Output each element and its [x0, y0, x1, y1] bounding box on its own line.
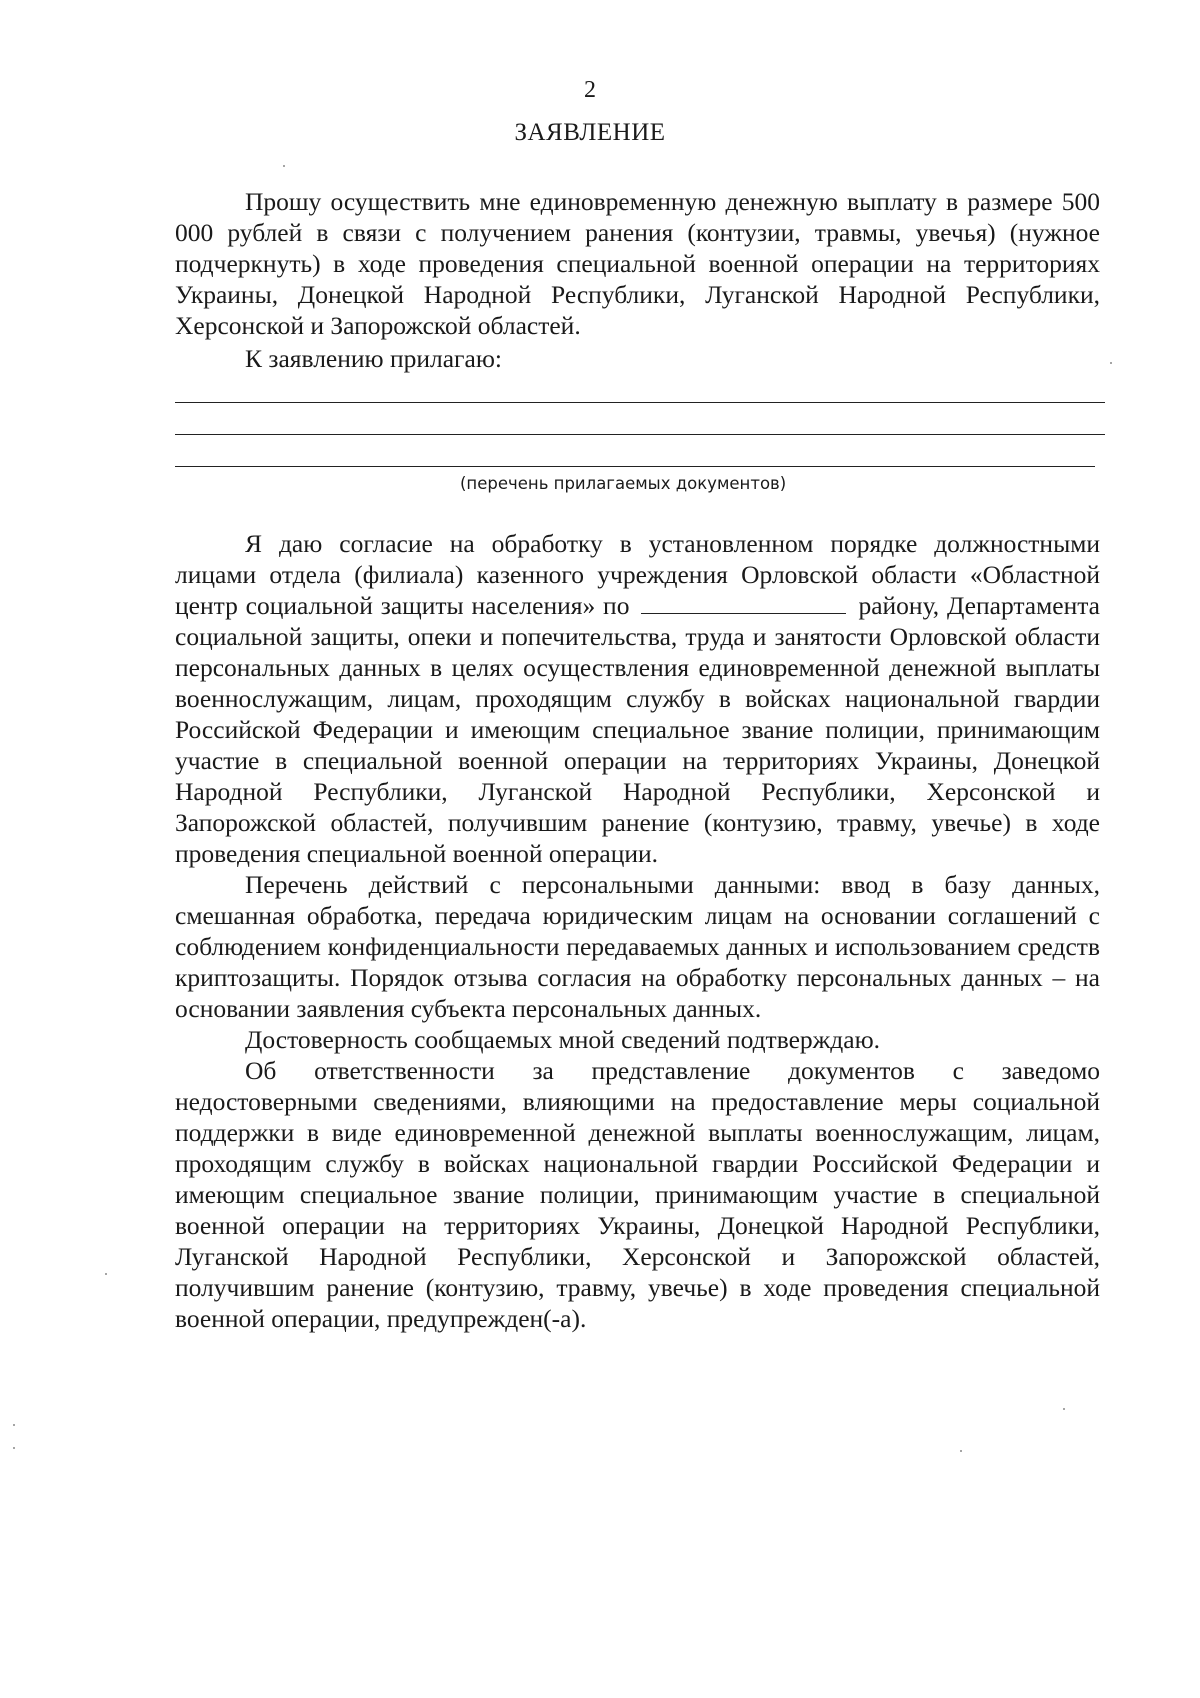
district-blank-field: [641, 593, 846, 614]
scan-speck: [105, 1273, 107, 1275]
request-section: [175, 186, 1100, 341]
document-title: ЗАЯВЛЕНИЕ: [514, 119, 666, 146]
page-number: 2: [584, 77, 596, 103]
scan-speck: [13, 1447, 15, 1449]
scan-speck: [283, 165, 285, 167]
attachments-label: К заявлению прилагаю:: [245, 344, 502, 373]
confirm-paragraph: Достоверность сообщаемых мной сведений подтверждаю.: [245, 1025, 880, 1054]
attachments-caption: (перечень прилагаемых документов): [460, 474, 787, 493]
consent-section: [175, 528, 1100, 1334]
responsibility-paragraph: Об ответственности за представление документов с заведомо недостоверными сведениями, влияющими на предоставление меры социальной поддержки в виде единовременной денежной выплаты военнослужащим, лицам, проходящим службу в войсках национальной гвардии Российской Федерации и имеющим специальное звание полиции, принимающим участие в специальной военной операции на территориях Украины, Донецкой Народной Республики, Луганской Народной Республики, Херсонской и Запорожской областей, получившим ранение (контузию, травму, увечье) в ходе проведения специальной военной операции, предупрежден(-а).: [175, 1056, 1100, 1333]
scan-speck: [13, 1424, 15, 1426]
attachment-line: [175, 434, 1105, 435]
consent-paragraph: [175, 528, 1100, 869]
scan-speck: [1110, 362, 1112, 364]
actions-paragraph: Перечень действий с персональными данными: ввод в базу данных, смешанная обработка, передача юридическим лицам на основании соглашений с соблюдением конфиденциальности передаваемых данных и использованием средств криптозащиты. Порядок отзыва согласия на обработку персональных данных – на основании заявления субъекта персональных данных.: [175, 870, 1100, 1023]
attachment-line: [175, 466, 1095, 467]
request-paragraph: Прошу осуществить мне единовременную денежную выплату в размере 500 000 рублей в связи с получением ранения (контузии, травмы, увечья) (нужное подчеркнуть) в ходе проведения специальной военной операции на территориях Украины, Донецкой Народной Республики, Луганской Народной Республики, Херсонской и Запорожской областей.: [175, 187, 1100, 340]
scan-speck: [960, 1450, 962, 1452]
consent-rest-text: району, Департамента социальной защиты, опеки и попечительства, труда и занятости Орловской области персональных данных в целях осуществления единовременной денежной выплаты военнослужащим, лицам, проходящим службу в войсках национальной гвардии Российской Федерации и имеющим специальное звание полиции, принимающим участие в специальной военной операции на территориях Украины, Донецкой Народной Республики, Луганской Народной Республики, Херсонской и Запорожской областей, получившим ранение (контузию, травму, увечье) в ходе проведения специальной военной операции.: [175, 591, 1100, 868]
consent-start-text: Я даю согласие на обработку в установленном порядке должностными лицами отдела (филиала) казенного учреждения Орловской области «Областной центр социальной защиты населения» по: [175, 529, 1100, 620]
attachment-line: [175, 402, 1105, 403]
attachments-section: [175, 343, 1100, 374]
scan-speck: [1063, 1408, 1065, 1410]
